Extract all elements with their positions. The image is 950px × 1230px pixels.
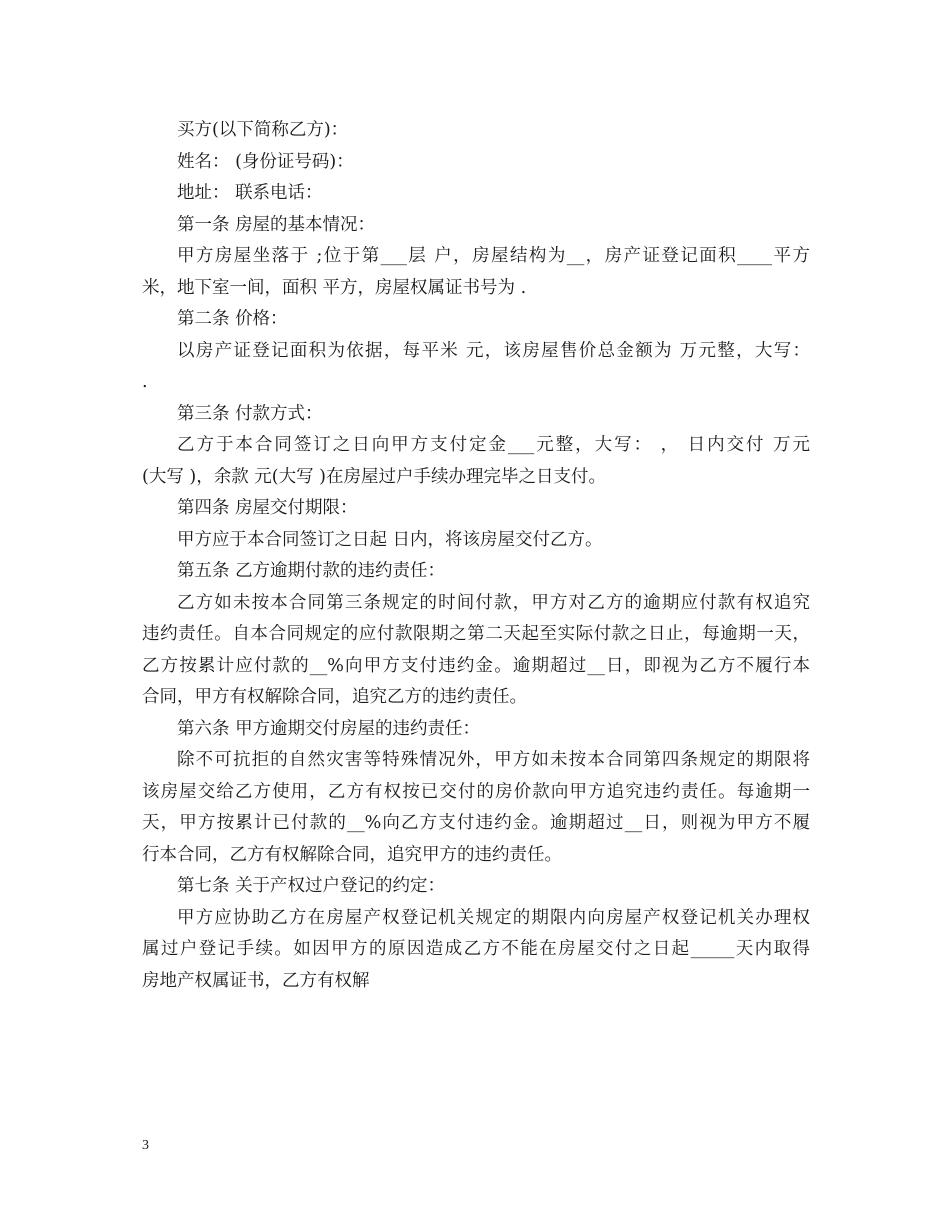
text-line: 乙方于本合同签订之日向甲方支付定金___元整，大写： ， 日内交付 万元 (177, 435, 810, 455)
text-line: . (142, 372, 148, 392)
text-line: 乙方按累计应付款的__%向甲方支付违约金。逾期超过__日，即视为乙方不履行本 (142, 655, 810, 676)
text-line: 第四条 房屋交付期限： (177, 498, 358, 518)
text-line: 乙方如未按本合同第三条规定的时间付款，甲方对乙方的逾期应付款有权追究 (177, 592, 810, 613)
text-line: 甲方应于本合同签订之日起 日内，将该房屋交付乙方。 (177, 529, 603, 550)
text-line: 第五条 乙方逾期付款的违约责任： (177, 561, 446, 581)
page-number: 3 (142, 1138, 149, 1153)
text-line: 米，地下室一间，面积 平方，房屋权属证书号为 . (142, 277, 527, 298)
text-line: 行本合同，乙方有权解除合同，追究甲方的违约责任。 (142, 844, 562, 865)
text-line: 天，甲方按累计已付款的__%向乙方支付违约金。逾期超过__日，则视为甲方不履 (142, 813, 810, 833)
text-line: 属过户登记手续。如因甲方的原因造成乙方不能在房屋交付之日起_____天内取得 (142, 939, 810, 959)
text-line: 除不可抗拒的自然灾害等特殊情况外，甲方如未按本合同第四条规定的期限将 (177, 750, 810, 770)
document-body (142, 115, 810, 997)
text-line: 姓名： (身份证号码)： (177, 151, 354, 172)
text-line: 第二条 价格： (177, 309, 288, 329)
text-line: 买方(以下简称乙方)： (177, 120, 349, 140)
text-line: 房地产权属证书，乙方有权解 (142, 970, 370, 991)
text-line: 第三条 付款方式： (177, 403, 323, 424)
text-line: 第七条 关于产权过户登记的约定： (177, 876, 446, 896)
text-line: 地址： 联系电话： (177, 183, 323, 203)
text-line: 该房屋交给乙方使用，乙方有权按已交付的房价款向甲方追究违约责任。每逾期一 (142, 781, 810, 802)
text-line: 甲方应协助乙方在房屋产权登记机关规定的期限内向房屋产权登记机关办理权 (177, 907, 810, 928)
text-line: (大写 )，余款 元(大写 )在房屋过户手续办理完毕之日支付。 (142, 466, 606, 487)
text-line: 甲方房屋坐落于 ;位于第___层 户，房屋结构为__，房产证登记面积____平方 (177, 246, 810, 266)
text-line: 第一条 房屋的基本情况： (177, 214, 376, 235)
text-line: 第六条 甲方逾期交付房屋的违约责任： (177, 718, 481, 739)
text-line: 以房产证登记面积为依据，每平米 元，该房屋售价总金额为 万元整，大写： (177, 340, 810, 361)
text-line: 违约责任。自本合同规定的应付款限期之第二天起至实际付款之日止，每逾期一天， (142, 624, 810, 644)
text-line: 合同，甲方有权解除合同，追究乙方的违约责任。 (142, 687, 527, 707)
